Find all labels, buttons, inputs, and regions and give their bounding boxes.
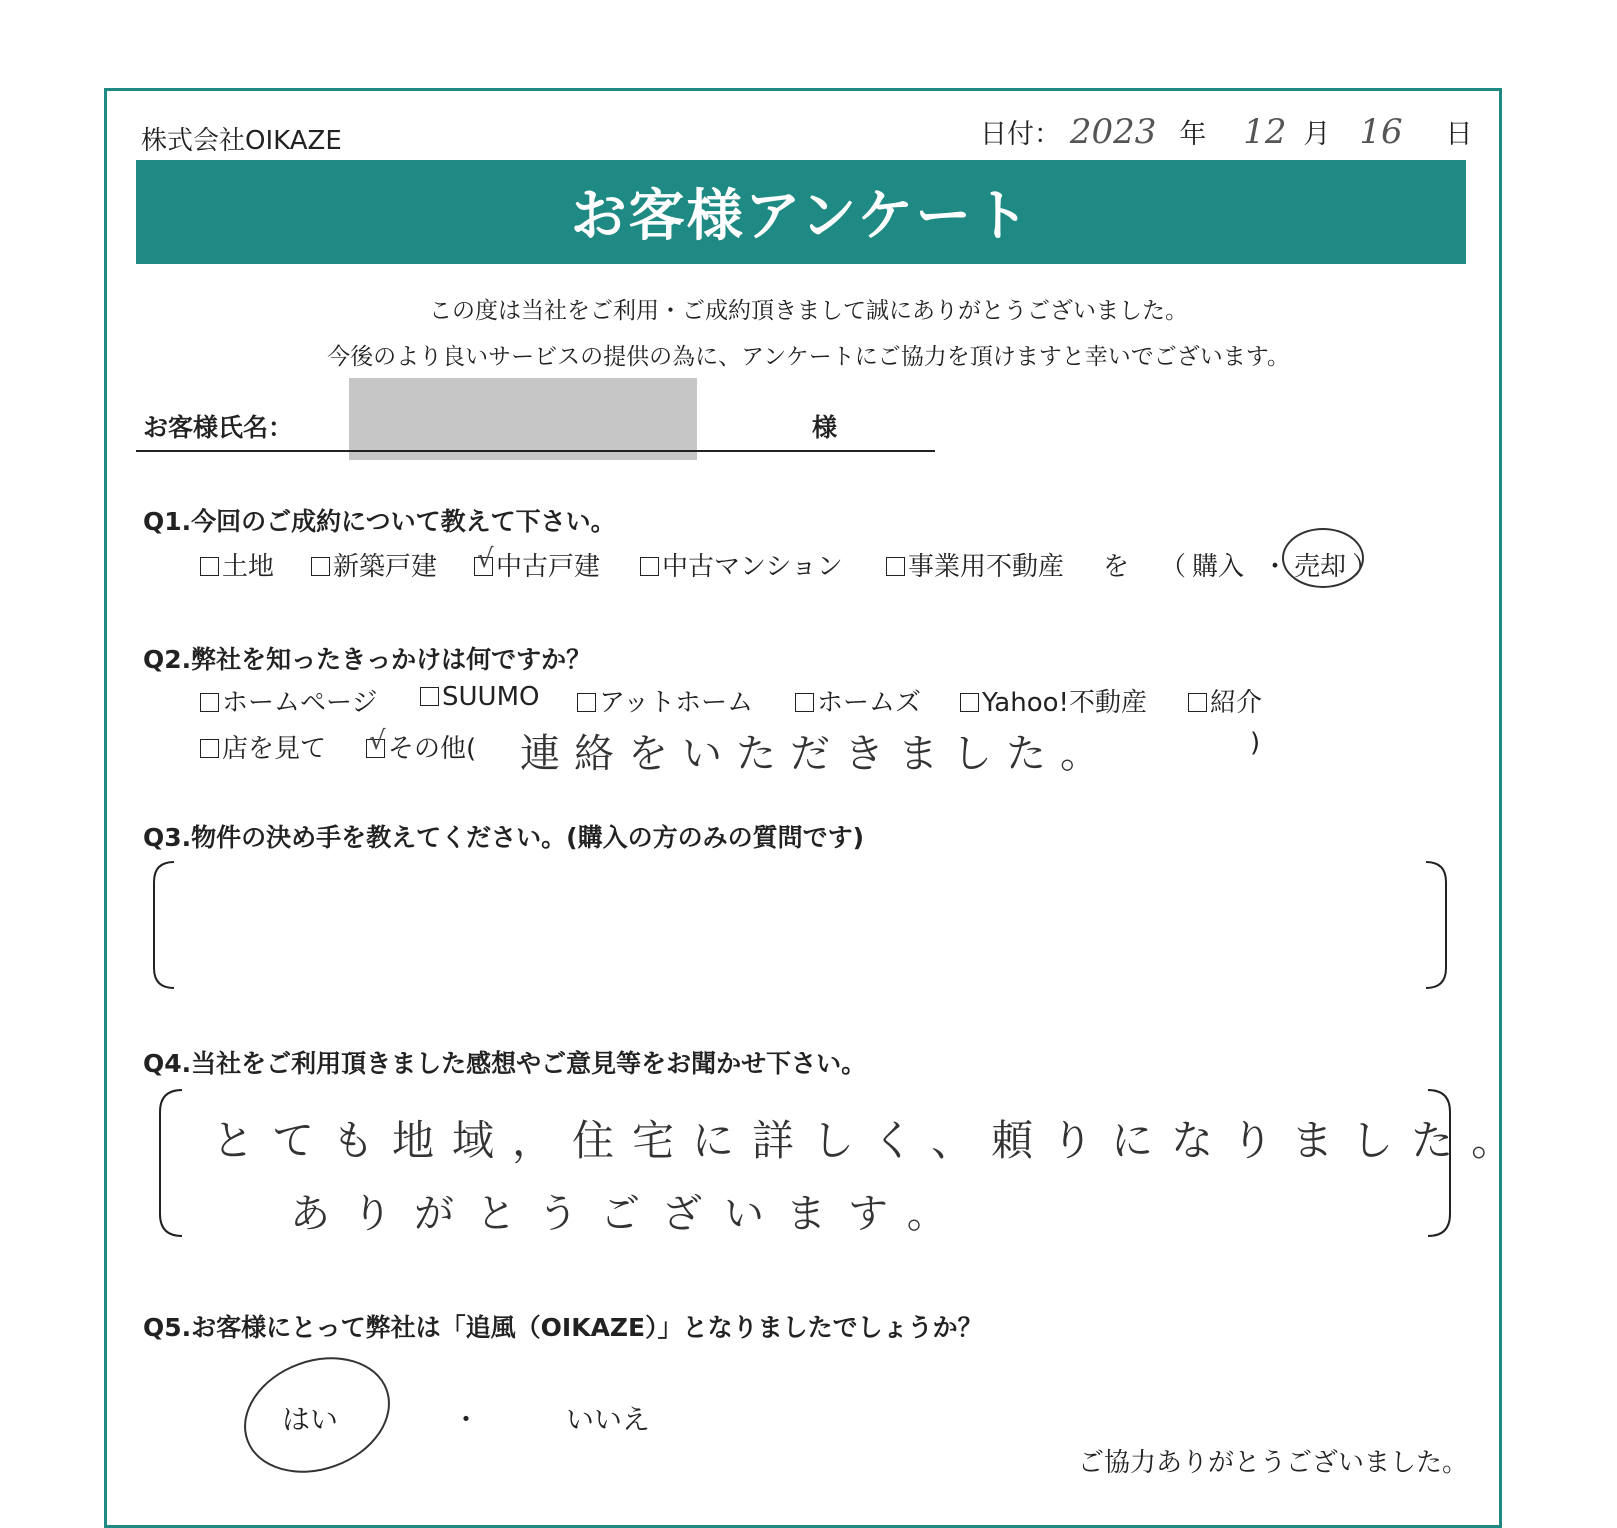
q2-option-referral[interactable]: 紹介 bbox=[1188, 682, 1262, 719]
customer-name-redacted bbox=[349, 378, 697, 460]
q2-option-homepage[interactable]: ホームページ bbox=[200, 682, 377, 719]
customer-name-underline bbox=[136, 450, 935, 452]
check-mark-icon: √ bbox=[369, 726, 386, 756]
q1-option-business[interactable]: 事業用不動産 bbox=[886, 546, 1064, 583]
q5-yes[interactable]: はい bbox=[282, 1403, 339, 1436]
title-banner bbox=[136, 160, 1466, 264]
q5-question: Q5.お客様にとって弊社は「追風（OIKAZE）」となりましたでしょうか？ bbox=[143, 1313, 983, 1342]
date-day-unit: 日 bbox=[1445, 119, 1473, 150]
q1-paren-close: ） bbox=[1352, 552, 1379, 582]
q1-buy[interactable]: 購入 bbox=[1192, 552, 1245, 582]
q4-answer-line-1: とても地域，住宅に詳しく、頼りになりました。 bbox=[212, 1116, 1532, 1165]
q5-dot: ・ bbox=[452, 1403, 481, 1436]
customer-name-label: お客様氏名： bbox=[143, 413, 294, 442]
q1-option-used-house[interactable]: √ 中古戸建 bbox=[474, 546, 600, 583]
q5-no[interactable]: いいえ bbox=[566, 1403, 651, 1436]
q1-option-new-house[interactable]: 新築戸建 bbox=[311, 546, 437, 583]
checkbox[interactable] bbox=[795, 693, 814, 712]
company-name: 株式会社OIKAZE bbox=[141, 126, 342, 156]
checkbox[interactable] bbox=[200, 739, 219, 758]
date-day: 16 bbox=[1359, 112, 1403, 152]
date-year: 2023 bbox=[1069, 112, 1157, 152]
q2-other-answer: 連絡をいただきました。 bbox=[520, 731, 1114, 777]
checkbox[interactable] bbox=[577, 693, 596, 712]
q2-option-other[interactable]: √ その他( bbox=[366, 728, 476, 765]
checkbox[interactable] bbox=[420, 687, 439, 706]
check-mark-icon: √ bbox=[477, 544, 494, 574]
checkbox-checked[interactable] bbox=[474, 544, 494, 576]
checkbox[interactable] bbox=[640, 557, 659, 576]
checkbox[interactable] bbox=[1188, 693, 1207, 712]
q2-option-athome[interactable]: アットホーム bbox=[577, 682, 753, 719]
date-year-unit: 年 bbox=[1179, 119, 1207, 150]
footer-thanks: ご協力ありがとうございました。 bbox=[1078, 1448, 1469, 1478]
checkbox[interactable] bbox=[311, 557, 330, 576]
intro-line-2: 今後のより良いサービスの提供の為に、アンケートにご協力を頂けますと幸いでございます。 bbox=[327, 344, 1290, 370]
date-field bbox=[980, 112, 1473, 152]
q1-paren-open: （ bbox=[1160, 552, 1187, 582]
q1-dot: ・ bbox=[1262, 552, 1289, 582]
date-label: 日付： bbox=[980, 119, 1061, 150]
checkbox[interactable] bbox=[200, 557, 219, 576]
date-month: 12 bbox=[1243, 112, 1287, 152]
customer-name-suffix: 様 bbox=[812, 413, 838, 442]
date-month-unit: 月 bbox=[1303, 119, 1331, 150]
q2-option-yahoo[interactable]: Yahoo!不動産 bbox=[960, 682, 1147, 719]
page-title: お客様アンケート bbox=[570, 184, 1032, 249]
q2-other-close: ) bbox=[1250, 728, 1261, 758]
checkbox-checked[interactable] bbox=[366, 726, 386, 758]
checkbox[interactable] bbox=[886, 557, 905, 576]
checkbox[interactable] bbox=[200, 693, 219, 712]
q4-question: Q4.当社をご利用頂きました感想やご意見等をお聞かせ下さい。 bbox=[143, 1049, 867, 1078]
q2-option-store[interactable]: 店を見て bbox=[200, 728, 326, 765]
q2-option-homes[interactable]: ホームズ bbox=[795, 682, 921, 719]
q1-wo: を bbox=[1103, 552, 1130, 582]
q4-answer-line-2: ありがとうございます。 bbox=[290, 1191, 969, 1237]
q2-option-suumo[interactable]: SUUMO bbox=[420, 682, 539, 712]
q1-question: Q1.今回のご成約について教えて下さい。 bbox=[143, 507, 616, 536]
q1-sell-circle-mark bbox=[1282, 528, 1364, 588]
q2-question: Q2.弊社を知ったきっかけは何ですか？ bbox=[143, 645, 592, 674]
q3-question: Q3.物件の決め手を教えてください。(購入の方のみの質問です) bbox=[143, 823, 864, 852]
q1-sell[interactable]: 売却 bbox=[1294, 552, 1347, 582]
q1-option-used-mansion[interactable]: 中古マンション bbox=[640, 546, 843, 583]
q3-answer-box[interactable] bbox=[150, 860, 1450, 990]
intro-line-1: この度は当社をご利用・ご成約頂きまして誠にありがとうございました。 bbox=[429, 298, 1188, 324]
q1-option-land[interactable]: 土地 bbox=[200, 546, 274, 583]
checkbox[interactable] bbox=[960, 693, 979, 712]
